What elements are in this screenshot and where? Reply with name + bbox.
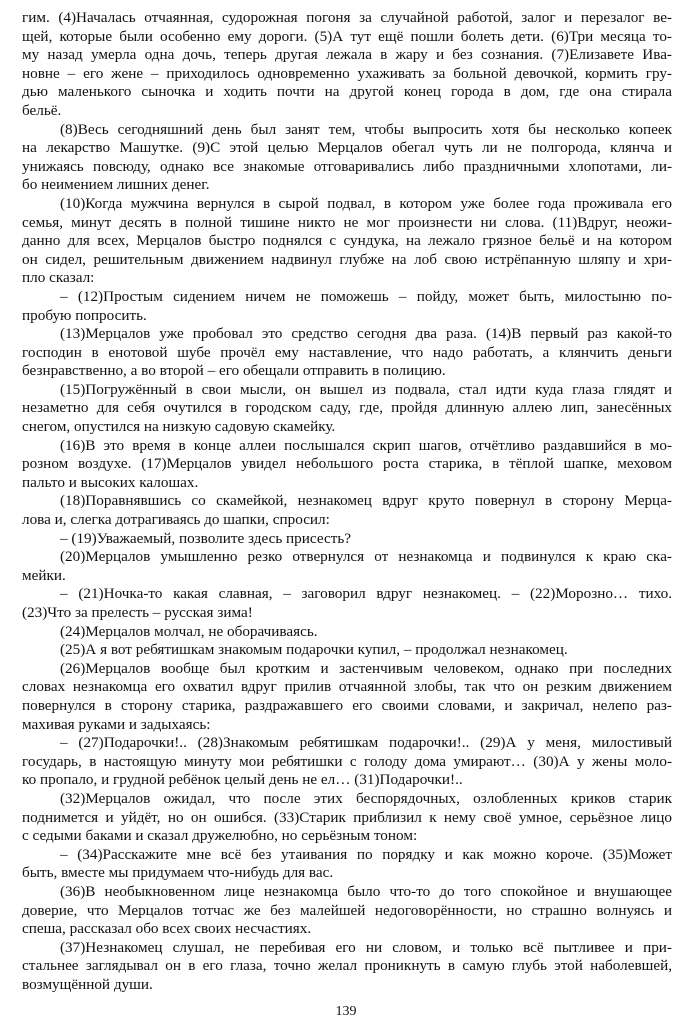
text-line: семья, минут десять в полной тишине никто не мог произнести ни слова. (11)Вдруг, неожи- (22, 213, 672, 231)
text-line: он сидел, решительным движением надвинул глубже на лоб свою истрёпанную шляпу и хри- (22, 250, 672, 268)
text-line: мейки. (22, 566, 66, 584)
text-line: (15)Погружённый в свои мысли, он вышел из подвала, стал идти куда глаза глядят и (60, 380, 672, 398)
text-line: бельё. (22, 101, 62, 119)
paragraph (22, 623, 672, 642)
text-line: гим. (4)Началась отчаянная, судорожная погоня за случайной работой, залог и перезалог ве- (22, 9, 672, 26)
text-line: (10)Когда мужчина вернулся в сырой подвал, в котором уже более года проживала его (60, 194, 672, 212)
text-line: розном воздухе. (17)Мерцалов увидел небольшого роста старика, в тёплой шапке, меховом (22, 455, 672, 473)
text-line: доверие, что Мерцалов тотчас же без малейшей недоговорённости, но страшно волнуясь и (22, 901, 672, 919)
paragraph (22, 846, 672, 883)
text-line: (13)Мерцалов уже пробовал это средство сегодня два раза. (14)В первый раз какой-то (60, 325, 672, 343)
text-line: государь, в настоящую минуту мои ребятишки с голоду дома умирают… (30)А у жены моло- (22, 752, 672, 770)
text-line: (20)Мерцалов умышленно резко отвернулся от незнакомца и подвинулся к краю ска- (60, 548, 672, 566)
text-line: лова и, слегка дотрагиваясь до шапки, спросил: (22, 511, 330, 529)
text-line: дью маленького сыночка и ходить почти на другой конец города в дом, где она стирала (22, 83, 672, 101)
text-line: пло сказал: (22, 269, 95, 287)
text-line: на лекарство Машутке. (9)С этой целью Мерцалов обегал чуть ли не полгорода, клянча и (22, 139, 672, 157)
text-line: бо неимением лишних денег. (22, 176, 210, 194)
text-line: данно для всех, Мерцалов быстро поднялся с сундука, на лежало грязное бельё и на котором (22, 232, 672, 250)
paragraph (22, 288, 672, 325)
text-line: – (34)Расскажите мне всё без утаивания по порядку и как можно короче. (35)Может (60, 845, 672, 863)
paragraph (22, 790, 672, 846)
text-line: (32)Мерцалов ожидал, что после этих беспорядочных, озлобленных криков старик (60, 789, 672, 807)
text-line: ко пропало, и грудной ребёнок целый день не ел… (31)Подарочки!.. (22, 771, 463, 789)
text-line: (26)Мерцалов вообще был кротким и застенчивым человеком, однако при последних (60, 659, 672, 677)
text-line: господин в енотовой шубе прочёл ему наставление, что надо работать, а клянчить деньги (22, 343, 672, 361)
text-line: словах незнакомца его охватил вдруг прилив отчаянной злобы, так что он резким движением (22, 678, 672, 696)
text-line: поднимется и уйдёт, но он ошибся. (33)Старик приблизил к нему своё умное, серьёзное лицо (22, 808, 672, 826)
text-line: возмущённой души. (22, 975, 153, 993)
text-line: незаметно для себя очутился в городском саду, где, пройдя длинную аллею лип, занесённых (22, 399, 672, 417)
text-line: унижаясь повсюду, однако все знакомые отговаривались либо праздничными хлопотами, ли- (22, 157, 672, 175)
paragraph (22, 585, 672, 622)
paragraph (22, 530, 672, 549)
text-line: – (19)Уважаемый, позволите здесь присесть? (60, 529, 351, 547)
text-line: (37)Незнакомец слушал, не перебивая его ни словом, и только всё пытливее и при- (60, 938, 672, 956)
paragraph (22, 641, 672, 660)
text-line: щей, которые были особенно ему дороги. (5)А тут ещё пошли болеть дети. (6)Три месяца то- (22, 27, 672, 45)
text-line: (36)В необыкновенном лице незнакомца было что-то до того спокойное и внушающее (60, 882, 672, 900)
text-line: (16)В это время в конце аллеи послышался скрип шагов, отчётливо раздавшийся в мо- (60, 436, 672, 454)
paragraph (22, 381, 672, 437)
paragraph (22, 939, 672, 995)
paragraph (22, 734, 672, 790)
document-body (22, 9, 672, 994)
text-line: стальнее заглядывал он в его глаза, точно желал проникнуть в самую глубь этой наболевшей, (22, 957, 672, 975)
text-line: (8)Весь сегодняшний день был занят тем, чтобы выпросить хотя бы несколько копеек (60, 120, 672, 138)
text-line: махивая руками и задыхаясь: (22, 715, 211, 733)
text-line: повернулся в сторону старика, раздражавшего его своими словами, и закричал, нелепо раз- (22, 696, 672, 714)
text-line: пробую попросить. (22, 306, 147, 324)
paragraph (22, 548, 672, 585)
text-line: безнравственно, а во второй – его обещали отправить в полицию. (22, 362, 446, 380)
paragraph (22, 660, 672, 734)
paragraph (22, 437, 672, 493)
text-line: (24)Мерцалов молчал, не оборачиваясь. (60, 622, 318, 640)
text-line: (18)Поравнявшись со скамейкой, незнакомец вдруг круто повернул в сторону Мерца- (60, 492, 672, 510)
paragraph (22, 325, 672, 381)
text-line: (25)А я вот ребятишкам знакомым подарочки купил, – продолжал незнакомец. (60, 641, 568, 659)
text-line: – (27)Подарочки!.. (28)Знакомым ребятишкам подарочки!.. (29)А у меня, милостивый (60, 734, 672, 752)
paragraph (22, 121, 672, 195)
paragraph (22, 883, 672, 939)
text-line: новне – его жене – приходилось одновременно ухаживать за больной девочкой, кормить гру- (22, 64, 672, 82)
text-line: спеша, рассказал обо всех своих несчастиях. (22, 920, 312, 938)
paragraph (22, 492, 672, 529)
text-line: пальто и высоких калошах. (22, 473, 199, 491)
paragraph (22, 9, 672, 121)
text-line: – (12)Простым сидением ничем не поможешь – пойду, может быть, милостыню по- (60, 287, 672, 305)
text-line: снегом, опустился на низкую садовую скамейку. (22, 418, 336, 436)
text-line: с седыми баками и сказал дружелюбно, но серьёзным тоном: (22, 827, 418, 845)
text-line: быть, вместе мы придумаем что-нибудь для вас. (22, 864, 334, 882)
text-line: – (21)Ночка-то какая славная, – заговорил вдруг незнакомец. – (22)Морозно… тихо. (60, 585, 672, 603)
paragraph (22, 195, 672, 288)
text-line: (23)Что за прелесть – русская зима! (22, 604, 253, 621)
page-number: 139 (335, 1004, 357, 1019)
text-line: му назад умерла одна дочь, теперь другая лежала в жару и без сознания. (7)Елизавете Ива- (22, 46, 672, 64)
